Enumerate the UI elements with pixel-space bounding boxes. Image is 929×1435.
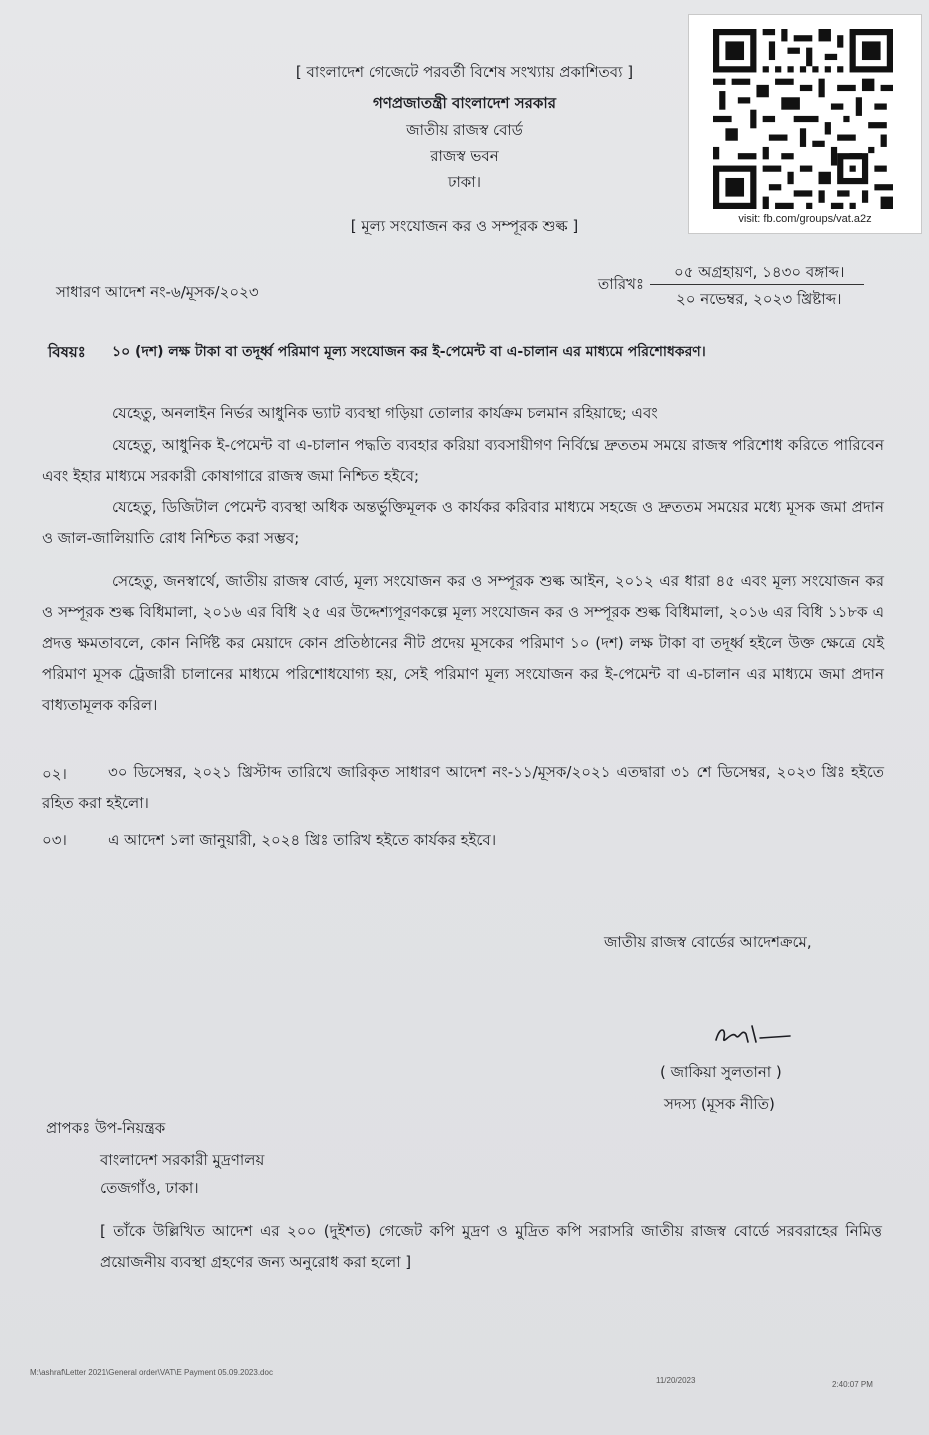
paragraph-1: যেহেতু, অনলাইন নির্ভর আধুনিক ভ্যাট ব্যবস্থা গড়িয়া তোলার কার্যক্রম চলমান রহিয়াছে; এবং [112, 404, 658, 422]
building-name: রাজস্ব ভবন [430, 147, 499, 165]
signatory-designation: সদস্য (মূসক নীতি) [664, 1095, 775, 1113]
city-name: ঢাকা। [447, 173, 482, 191]
recipient-label: প্রাপকঃ উপ-নিয়ন্ত্রক [46, 1119, 166, 1137]
paragraph-4: সেহেতু, জনস্বার্থে, জাতীয় রাজস্ব বোর্ড, মূল্য সংযোজন কর ও সম্পূরক শুল্ক আইন, ২০১২ এর ধারা ৪৫ এবং মূল্য সংযোজন কর ও সম্পূরক শুল্ক বিধিমালা, ২০১৬ এর বিধি ২৫ এর উদ্দেশ্যপূরণকল্পে মূল্য সংযোজন কর ও সম্পূরক শুল্ক বিধিমালা, ২০১৬ এর বিধি ১১৮ক এ প্রদত্ত ক্ষমতাবলে, কোন নির্দিষ্ট কর মেয়াদে কোন প্রতিষ্ঠানের নীট প্রদেয় মূসকের পরিমাণ ১০ (দশ) লক্ষ টাকা বা তদূর্ধ্ব হইলে উক্ত ক্ষেত্রে যেই পরিমাণ মূসক ট্রেজারী চালানের মাধ্যমে পরিশোধযোগ্য হয়, সেই পরিমাণ মূল্য সংযোজন কর ই-পেমেন্ট বা এ-চালান এর মাধ্যমে জমা প্রদান বাধ্যতামূলক করিল। [42, 572, 884, 714]
date-label: তারিখঃ [598, 275, 644, 293]
date-english: ২০ নভেম্বর, ২০২৩ খ্রিষ্টাব্দ। [676, 290, 842, 308]
date-divider [650, 284, 864, 285]
footer-file-path: M:\ashraf\Letter 2021\General order\VAT\E Payment 05.09.2023.doc [30, 1368, 273, 1377]
by-order-line: জাতীয় রাজস্ব বোর্ডের আদেশক্রমে, [604, 933, 812, 951]
item-3-text: এ আদেশ ১লা জানুয়ারী, ২০২৪ খ্রিঃ তারিখ হইতে কার্যকর হইবে। [108, 831, 497, 849]
handwritten-signature-icon [712, 1020, 796, 1050]
paragraph-2: যেহেতু, আধুনিক ই-পেমেন্ট বা এ-চালান পদ্ধতি ব্যবহার করিয়া ব্যবসায়ীগণ নির্বিঘ্নে দ্রুততম সময়ে রাজস্ব পরিশোধ করিতে পারিবেন এবং ইহার মাধ্যমে সরকারী কোষাগারে রাজস্ব জমা নিশ্চিত হইবে; [42, 436, 884, 485]
subject-text: ১০ (দশ) লক্ষ টাকা বা তদূর্ধ্ব পরিমাণ মূল্য সংযোজন কর ই-পেমেন্ট বা এ-চালান এর মাধ্যমে পরিশোধকরণ। [112, 344, 706, 360]
order-number: সাধারণ আদেশ নং-৬/মূসক/২০২৩ [56, 283, 259, 301]
footer-time: 2:40:07 PM [832, 1380, 873, 1389]
signatory-name: ( জাকিয়া সুলতানা ) [660, 1063, 782, 1081]
government-name: গণপ্রজাতন্ত্রী বাংলাদেশ সরকার [373, 94, 556, 112]
qr-caption[interactable]: visit: fb.com/groups/vat.a2z [738, 213, 872, 225]
subject-label: বিষয়ঃ [48, 343, 86, 361]
section-title: [ মূল্য সংযোজন কর ও সম্পূরক শুল্ক ] [350, 217, 579, 235]
footer-date: 11/20/2023 [656, 1376, 696, 1385]
recipient-line-1: বাংলাদেশ সরকারী মুদ্রণালয় [100, 1151, 265, 1169]
recipient-request: [ তাঁকে উল্লিখিত আদেশ এর ২০০ (দুইশত) গেজেট কপি মুদ্রণ ও মুদ্রিত কপি সরাসরি জাতীয় রাজস্ব বোর্ডে সরবরাহের নিমিত্ত প্রয়োজনীয় ব্যবস্থা গ্রহণের জন্য অনুরোধ করা হলো ] [100, 1222, 882, 1271]
gazette-note: [ বাংলাদেশ গেজেটে পরবর্তী বিশেষ সংখ্যায় প্রকাশিতব্য ] [295, 63, 634, 81]
item-2-number: ০২। [42, 765, 67, 783]
date-bangla: ০৫ অগ্রহায়ণ, ১৪৩০ বঙ্গাব্দ। [674, 263, 845, 281]
item-2-text: ৩০ ডিসেম্বর, ২০২১ খ্রিস্টাব্দ তারিখে জারিকৃত সাধারণ আদেশ নং-১১/মূসক/২০২১ এতদ্বারা ৩১ শে ডিসেম্বর, ২০২৩ খ্রিঃ হইতে রহিত করা হইলো। [42, 763, 884, 812]
board-name: জাতীয় রাজস্ব বোর্ড [406, 121, 523, 139]
item-3-number: ০৩। [42, 831, 67, 849]
paragraph-3: যেহেতু, ডিজিটাল পেমেন্ট ব্যবস্থা অধিক অন্তর্ভুক্তিমূলক ও কার্যকর করিবার মাধ্যমে সহজে ও দ্রুততম সময়ের মধ্যে মূসক জমা প্রদান ও জাল-জালিয়াতি রোধ নিশ্চিত করা সম্ভব; [42, 498, 884, 547]
recipient-line-2: তেজগাঁও, ঢাকা। [100, 1179, 199, 1197]
